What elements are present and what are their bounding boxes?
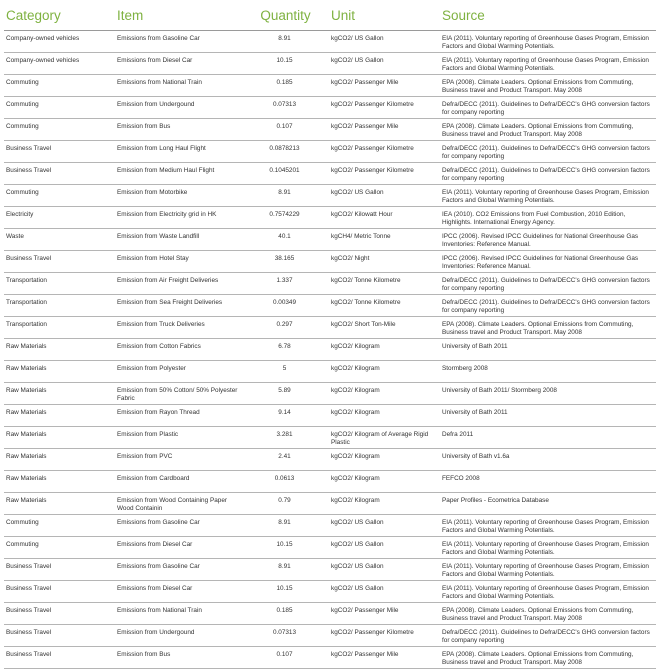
cell-category: Business Travel <box>4 559 115 581</box>
table-row <box>4 185 656 207</box>
cell-unit: kgCO2/ Tonne Kilometre <box>329 295 440 317</box>
cell-category: Transportation <box>4 273 115 295</box>
cell-item: Emission from Truck Deliveries <box>115 317 240 339</box>
cell-item: Emission from Electricity grid in HK <box>115 207 240 229</box>
table-row <box>4 647 656 669</box>
cell-unit: kgCO2/ Passenger Kilometre <box>329 141 440 163</box>
cell-category: Company-owned vehicles <box>4 53 115 75</box>
cell-source: EIA (2011). Voluntary reporting of Greenhouse Gases Program, Emission Factors and Global Warming Potentials. <box>440 515 656 537</box>
cell-quantity: 8.91 <box>240 31 329 53</box>
cell-source: Defra/DECC (2011). Guidelines to Defra/DECC's GHG conversion factors for company reporting <box>440 625 656 647</box>
column-header-unit: Unit <box>329 0 440 31</box>
table-row <box>4 229 656 251</box>
cell-unit: kgCO2/ Tonne Kilometre <box>329 273 440 295</box>
cell-item: Emission from Motorbike <box>115 185 240 207</box>
cell-unit: kgCO2/ US Gallon <box>329 515 440 537</box>
cell-quantity: 0.185 <box>240 75 329 97</box>
cell-unit: kgCO2/ Kilogram <box>329 493 440 515</box>
table-row <box>4 53 656 75</box>
cell-item: Emission from Cotton Fabrics <box>115 339 240 361</box>
cell-source: EIA (2011). Voluntary reporting of Greenhouse Gases Program, Emission Factors and Global Warming Potentials. <box>440 581 656 603</box>
cell-item: Emission from Air Freight Deliveries <box>115 273 240 295</box>
column-header-quantity: Quantity <box>240 0 329 31</box>
cell-unit: kgCO2/ Passenger Mile <box>329 75 440 97</box>
cell-item: Emission from Plastic <box>115 427 240 449</box>
table-row <box>4 339 656 361</box>
cell-quantity: 0.185 <box>240 603 329 625</box>
cell-quantity: 0.297 <box>240 317 329 339</box>
header-row <box>4 0 656 31</box>
cell-quantity: 0.07313 <box>240 97 329 119</box>
table-row <box>4 471 656 493</box>
cell-quantity: 3.281 <box>240 427 329 449</box>
cell-quantity: 5 <box>240 361 329 383</box>
cell-item: Emission from Medium Haul Flight <box>115 163 240 185</box>
cell-item: Emissions from Diesel Car <box>115 53 240 75</box>
table-row <box>4 119 656 141</box>
cell-item: Emissions from Gasoline Car <box>115 559 240 581</box>
cell-category: Waste <box>4 229 115 251</box>
cell-category: Raw Materials <box>4 449 115 471</box>
cell-quantity: 8.91 <box>240 515 329 537</box>
cell-unit: kgCO2/ Passenger Mile <box>329 603 440 625</box>
cell-category: Business Travel <box>4 581 115 603</box>
cell-source: University of Bath v1.6a <box>440 449 656 471</box>
cell-source: EIA (2011). Voluntary reporting of Greenhouse Gases Program, Emission Factors and Global Warming Potentials. <box>440 31 656 53</box>
cell-category: Raw Materials <box>4 383 115 405</box>
cell-category: Raw Materials <box>4 493 115 515</box>
table-header <box>4 0 656 31</box>
cell-category: Business Travel <box>4 141 115 163</box>
table-row <box>4 493 656 515</box>
cell-source: Defra/DECC (2011). Guidelines to Defra/DECC's GHG conversion factors for company reporting <box>440 273 656 295</box>
cell-unit: kgCO2/ US Gallon <box>329 559 440 581</box>
cell-quantity: 40.1 <box>240 229 329 251</box>
table-row <box>4 625 656 647</box>
cell-unit: kgCO2/ Short Ton-Mile <box>329 317 440 339</box>
cell-item: Emission from Bus <box>115 647 240 669</box>
cell-category: Business Travel <box>4 625 115 647</box>
cell-quantity: 38.165 <box>240 251 329 273</box>
cell-unit: kgCO2/ Passenger Kilometre <box>329 163 440 185</box>
cell-unit: kgCO2/ Passenger Kilometre <box>329 97 440 119</box>
cell-category: Commuting <box>4 97 115 119</box>
cell-source: Paper Profiles - Ecometrica Database <box>440 493 656 515</box>
cell-category: Raw Materials <box>4 339 115 361</box>
cell-source: University of Bath 2011/ Stormberg 2008 <box>440 383 656 405</box>
table-row <box>4 449 656 471</box>
cell-source: EPA (2008). Climate Leaders. Optional Emissions from Commuting, Business travel and Product Transport. May 2008 <box>440 603 656 625</box>
cell-item: Emission from Cardboard <box>115 471 240 493</box>
cell-source: EPA (2008). Climate Leaders. Optional Emissions from Commuting, Business travel and Product Transport. May 2008 <box>440 119 656 141</box>
cell-quantity: 0.1045201 <box>240 163 329 185</box>
cell-category: Transportation <box>4 317 115 339</box>
cell-category: Business Travel <box>4 163 115 185</box>
cell-source: EPA (2008). Climate Leaders. Optional Emissions from Commuting, Business travel and Product Transport. May 2008 <box>440 317 656 339</box>
cell-quantity: 0.79 <box>240 493 329 515</box>
cell-item: Emission from Undergound <box>115 625 240 647</box>
cell-source: Defra/DECC (2011). Guidelines to Defra/DECC's GHG conversion factors for company reporting <box>440 295 656 317</box>
cell-source: EIA (2011). Voluntary reporting of Greenhouse Gases Program, Emission Factors and Global Warming Potentials. <box>440 185 656 207</box>
cell-unit: kgCO2/ US Gallon <box>329 53 440 75</box>
cell-source: FEFCO 2008 <box>440 471 656 493</box>
table-row <box>4 97 656 119</box>
cell-quantity: 8.91 <box>240 185 329 207</box>
cell-category: Electricity <box>4 207 115 229</box>
cell-category: Business Travel <box>4 647 115 669</box>
cell-source: University of Bath 2011 <box>440 339 656 361</box>
cell-category: Commuting <box>4 537 115 559</box>
cell-source: Defra 2011 <box>440 427 656 449</box>
cell-source: EPA (2008). Climate Leaders. Optional Emissions from Commuting, Business travel and Product Transport. May 2008 <box>440 75 656 97</box>
emission-factors-table <box>4 0 656 669</box>
cell-category: Transportation <box>4 295 115 317</box>
cell-unit: kgCO2/ US Gallon <box>329 581 440 603</box>
cell-quantity: 10.15 <box>240 537 329 559</box>
cell-category: Raw Materials <box>4 427 115 449</box>
cell-item: Emission from 50% Cotton/ 50% Polyester Fabric <box>115 383 240 405</box>
cell-item: Emissions from Gasoline Car <box>115 515 240 537</box>
cell-item: Emissions from National Train <box>115 75 240 97</box>
cell-source: Stormberg 2008 <box>440 361 656 383</box>
cell-quantity: 9.14 <box>240 405 329 427</box>
cell-quantity: 8.91 <box>240 559 329 581</box>
cell-quantity: 2.41 <box>240 449 329 471</box>
cell-item: Emissions from National Train <box>115 603 240 625</box>
table-row <box>4 31 656 53</box>
cell-source: EIA (2011). Voluntary reporting of Greenhouse Gases Program, Emission Factors and Global Warming Potentials. <box>440 537 656 559</box>
table-row <box>4 141 656 163</box>
cell-item: Emission from PVC <box>115 449 240 471</box>
cell-category: Business Travel <box>4 251 115 273</box>
table-row <box>4 295 656 317</box>
table-row <box>4 75 656 97</box>
cell-unit: kgCO2/ Passenger Mile <box>329 647 440 669</box>
table-row <box>4 317 656 339</box>
cell-source: Defra/DECC (2011). Guidelines to Defra/DECC's GHG conversion factors for company reporting <box>440 97 656 119</box>
cell-category: Commuting <box>4 119 115 141</box>
cell-item: Emission from Polyester <box>115 361 240 383</box>
cell-category: Raw Materials <box>4 471 115 493</box>
cell-unit: kgCO2/ Kilogram <box>329 471 440 493</box>
cell-item: Emission from Sea Freight Deliveries <box>115 295 240 317</box>
table-row <box>4 207 656 229</box>
cell-quantity: 1.337 <box>240 273 329 295</box>
table-row <box>4 273 656 295</box>
cell-unit: kgCO2/ Kilogram <box>329 383 440 405</box>
cell-source: IPCC (2006). Revised IPCC Guidelines for National Greenhouse Gas Inventories: Reference Manual. <box>440 251 656 273</box>
cell-quantity: 0.107 <box>240 647 329 669</box>
cell-unit: kgCO2/ Kilowatt Hour <box>329 207 440 229</box>
cell-source: EIA (2011). Voluntary reporting of Greenhouse Gases Program, Emission Factors and Global Warming Potentials. <box>440 559 656 581</box>
cell-quantity: 10.15 <box>240 581 329 603</box>
cell-unit: kgCO2/ Kilogram <box>329 361 440 383</box>
table-row <box>4 163 656 185</box>
cell-item: Emission from Long Haul Flight <box>115 141 240 163</box>
cell-category: Raw Materials <box>4 405 115 427</box>
cell-source: Defra/DECC (2011). Guidelines to Defra/DECC's GHG conversion factors for company reporting <box>440 163 656 185</box>
cell-quantity: 0.00349 <box>240 295 329 317</box>
cell-item: Emission from Undergound <box>115 97 240 119</box>
table-body <box>4 31 656 669</box>
table-row <box>4 537 656 559</box>
cell-quantity: 0.107 <box>240 119 329 141</box>
table-row <box>4 383 656 405</box>
cell-category: Company-owned vehicles <box>4 31 115 53</box>
cell-quantity: 0.7574229 <box>240 207 329 229</box>
cell-item: Emissions from Diesel Car <box>115 537 240 559</box>
table-row <box>4 405 656 427</box>
cell-source: University of Bath 2011 <box>440 405 656 427</box>
cell-item: Emission from Bus <box>115 119 240 141</box>
cell-quantity: 5.89 <box>240 383 329 405</box>
table-row <box>4 559 656 581</box>
cell-unit: kgCH4/ Metric Tonne <box>329 229 440 251</box>
cell-item: Emission from Wood Containing Paper Wood Containin <box>115 493 240 515</box>
cell-quantity: 0.0613 <box>240 471 329 493</box>
cell-unit: kgCO2/ US Gallon <box>329 31 440 53</box>
cell-category: Commuting <box>4 185 115 207</box>
cell-quantity: 10.15 <box>240 53 329 75</box>
cell-unit: kgCO2/ Passenger Mile <box>329 119 440 141</box>
cell-category: Commuting <box>4 515 115 537</box>
cell-unit: kgCO2/ Kilogram of Average Rigid Plastic <box>329 427 440 449</box>
table-row <box>4 581 656 603</box>
column-header-source: Source <box>440 0 656 31</box>
table-row <box>4 515 656 537</box>
cell-item: Emission from Waste Landfill <box>115 229 240 251</box>
cell-quantity: 6.78 <box>240 339 329 361</box>
table-row <box>4 427 656 449</box>
cell-unit: kgCO2/ Night <box>329 251 440 273</box>
table-row <box>4 361 656 383</box>
cell-unit: kgCO2/ Kilogram <box>329 405 440 427</box>
cell-source: IPCC (2006). Revised IPCC Guidelines for National Greenhouse Gas Inventories: Reference Manual. <box>440 229 656 251</box>
cell-item: Emissions from Diesel Car <box>115 581 240 603</box>
cell-source: EIA (2011). Voluntary reporting of Greenhouse Gases Program, Emission Factors and Global Warming Potentials. <box>440 53 656 75</box>
cell-source: Defra/DECC (2011). Guidelines to Defra/DECC's GHG conversion factors for company reporting <box>440 141 656 163</box>
cell-category: Raw Materials <box>4 361 115 383</box>
column-header-item: Item <box>115 0 240 31</box>
cell-category: Commuting <box>4 75 115 97</box>
cell-item: Emission from Rayon Thread <box>115 405 240 427</box>
cell-source: EPA (2008). Climate Leaders. Optional Emissions from Commuting, Business travel and Product Transport. May 2008 <box>440 647 656 669</box>
cell-unit: kgCO2/ Passenger Kilometre <box>329 625 440 647</box>
cell-unit: kgCO2/ Kilogram <box>329 449 440 471</box>
cell-quantity: 0.07313 <box>240 625 329 647</box>
cell-category: Business Travel <box>4 603 115 625</box>
cell-quantity: 0.0878213 <box>240 141 329 163</box>
cell-source: IEA (2010). CO2 Emissions from Fuel Combustion, 2010 Edition, Highlights. International Energy Agency. <box>440 207 656 229</box>
column-header-category: Category <box>4 0 115 31</box>
cell-item: Emission from Hotel Stay <box>115 251 240 273</box>
table-row <box>4 251 656 273</box>
cell-unit: kgCO2/ US Gallon <box>329 185 440 207</box>
cell-unit: kgCO2/ Kilogram <box>329 339 440 361</box>
cell-unit: kgCO2/ US Gallon <box>329 537 440 559</box>
cell-item: Emissions from Gasoline Car <box>115 31 240 53</box>
table-row <box>4 603 656 625</box>
